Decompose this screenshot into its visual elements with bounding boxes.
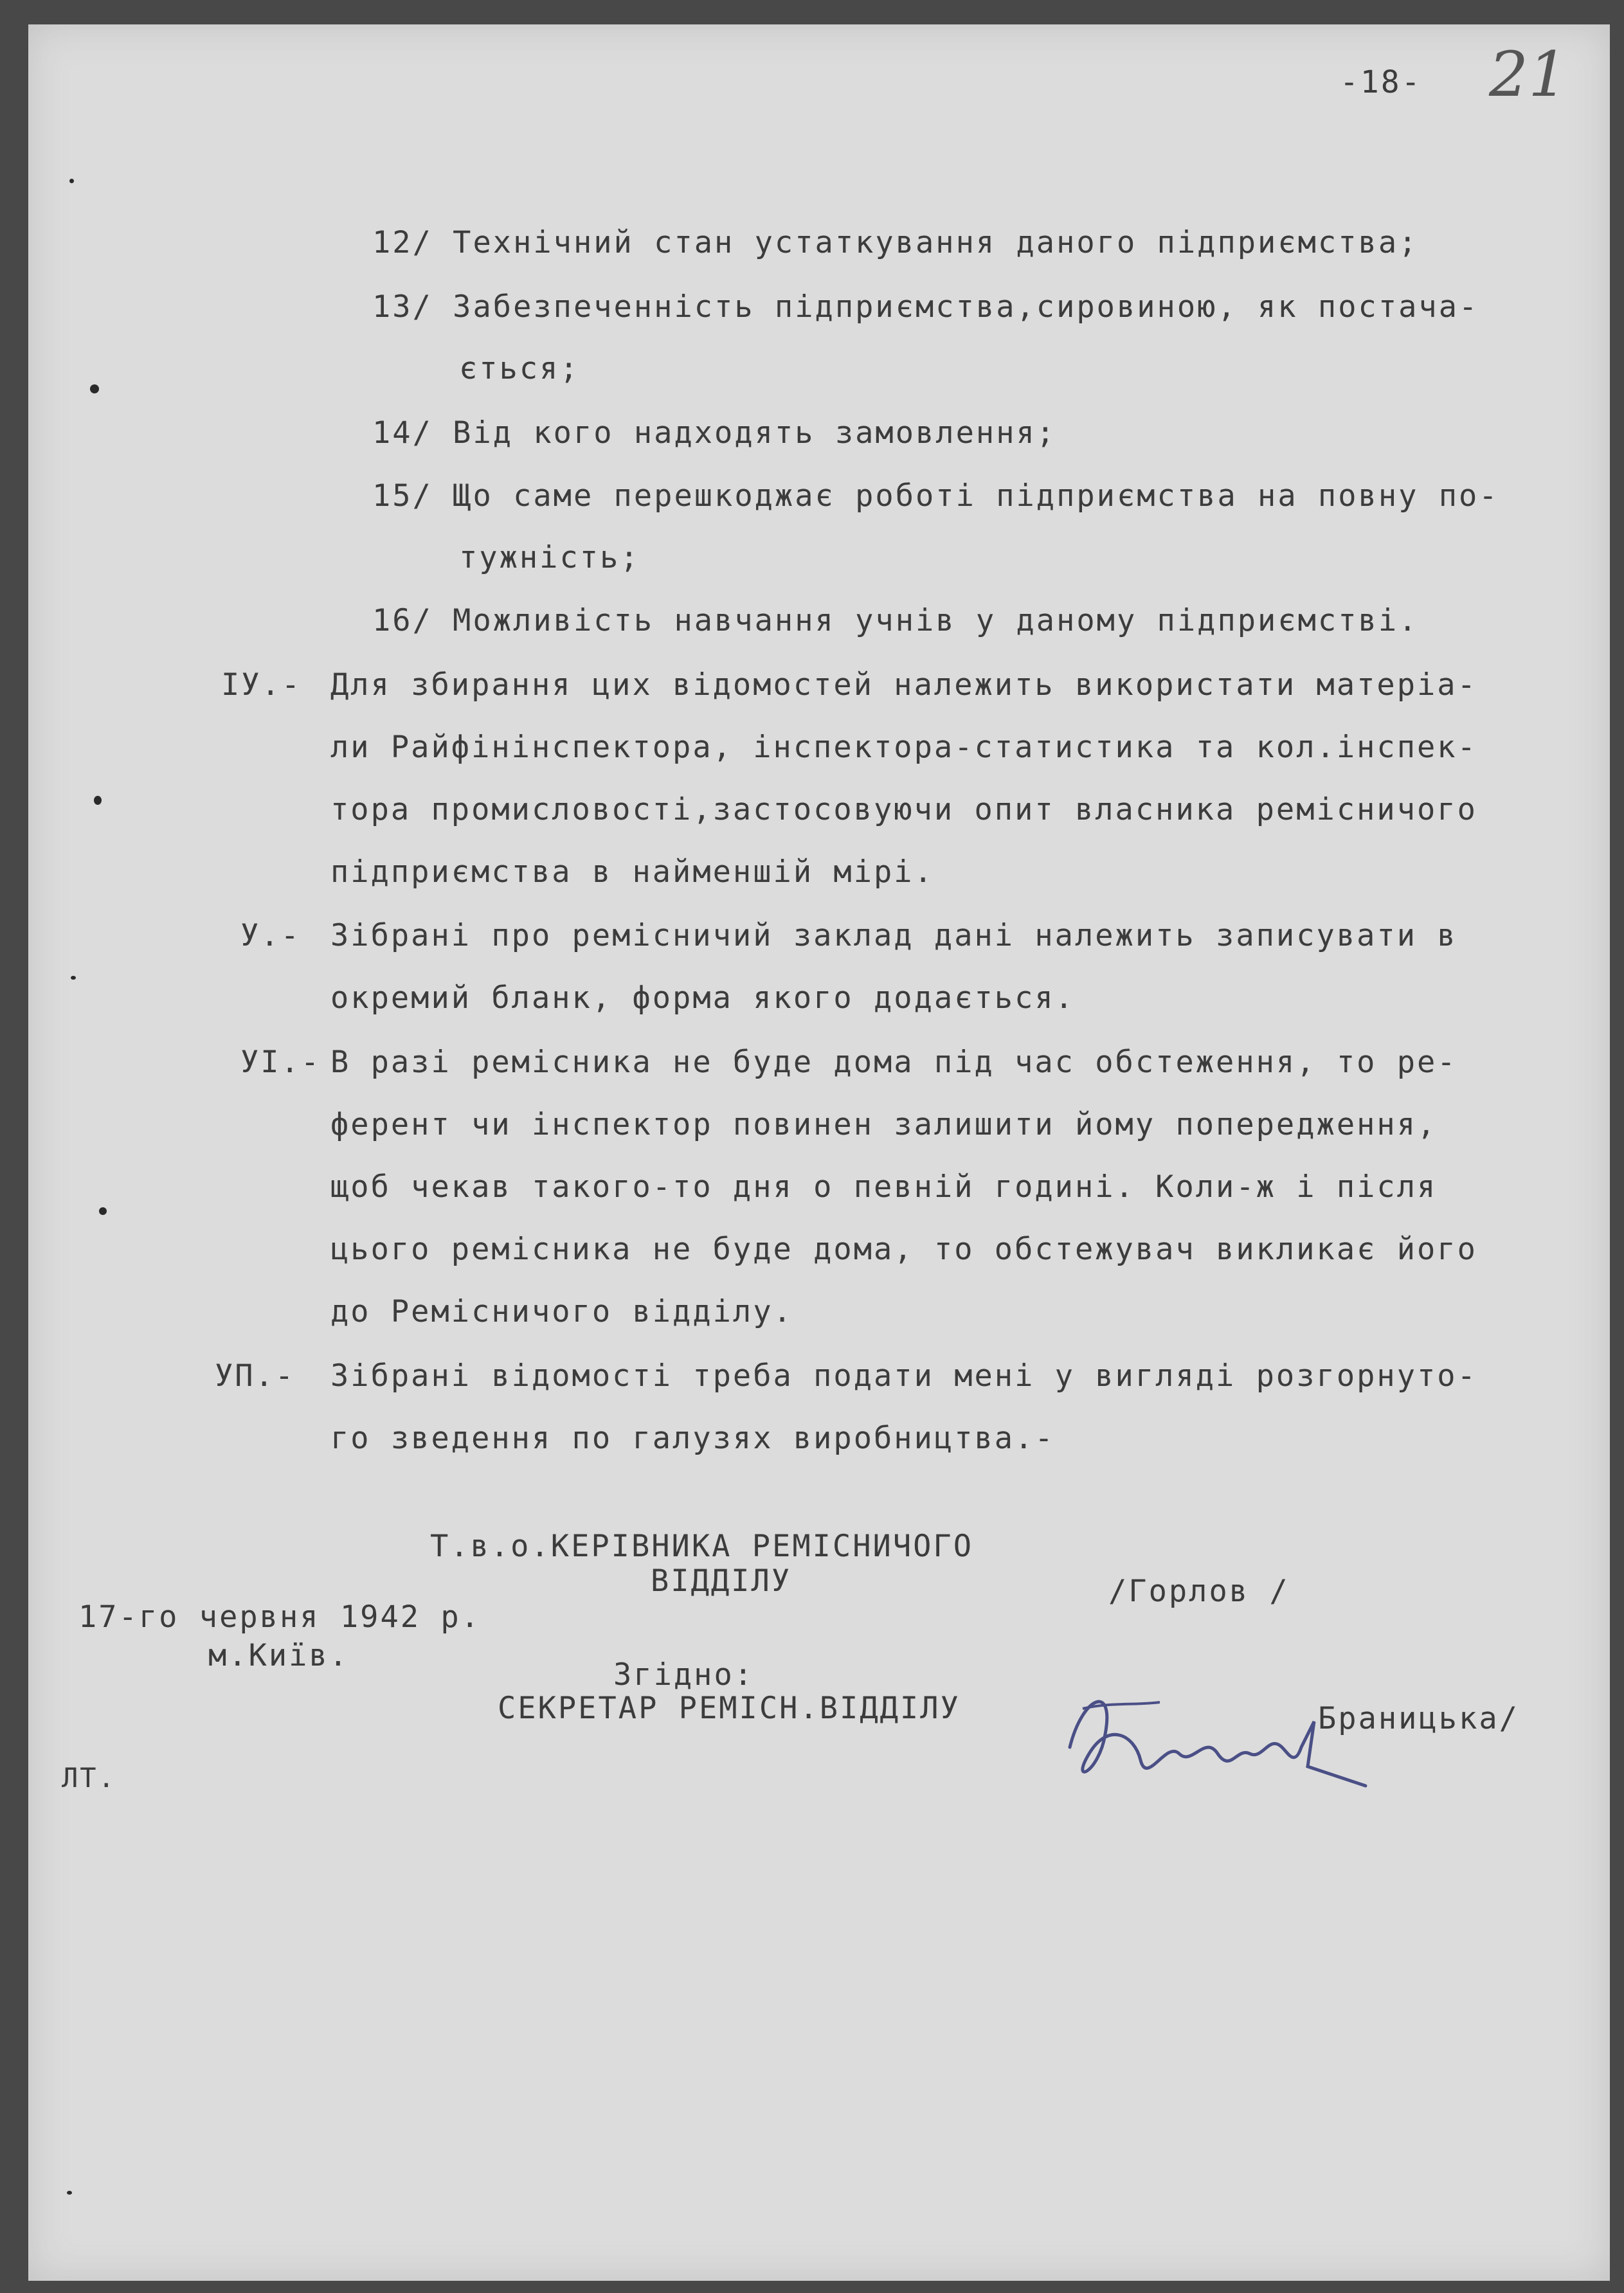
item-12: 12/ Технічний стан устаткування даного підприємства;: [372, 225, 1419, 260]
item-13-cont: ється;: [459, 351, 580, 386]
paper-speck: [71, 976, 76, 980]
document-page: [28, 24, 1610, 2281]
typist-initials: ЛТ.: [62, 1762, 116, 1794]
paper-speck: [94, 796, 102, 805]
section-6-line: до Ремісничого відділу.: [330, 1294, 793, 1329]
section-5-line: окремий бланк, форма якого додається.: [330, 980, 1075, 1016]
section-4-line: ли Райфінінспектора, інспектора-статистика та кол.інспек-: [330, 730, 1477, 765]
section-4-line: Для збирання цих відомостей належить використати матеріа-: [330, 667, 1477, 703]
paper-speck: [99, 1207, 107, 1215]
section-5-label: У.-: [240, 918, 301, 953]
paper-speck: [67, 2191, 72, 2195]
section-7-label: УП.-: [215, 1358, 296, 1394]
item-13: 13/ Забезпеченність підприємства,сировиною, як постача-: [372, 289, 1479, 325]
section-7-line: Зібрані відомості треба подати мені у вигляді розгорнуто-: [330, 1358, 1477, 1394]
document-date: 17-го червня 1942 р.: [78, 1599, 481, 1635]
signatory-title: Т.в.о.КЕРІВНИКА РЕМІСНИЧОГО: [430, 1529, 974, 1564]
secretary-name: Браницька/: [1318, 1701, 1519, 1736]
paper-speck: [69, 179, 74, 183]
section-7-line: го зведення по галузях виробництва.-: [330, 1421, 1055, 1456]
handwritten-signature: [1044, 1657, 1378, 1812]
item-15: 15/ Що саме перешкоджає роботі підприємства на повну по-: [372, 478, 1499, 514]
section-6-line: цього ремісника не буде дома, то обстежувач викликає його: [330, 1232, 1477, 1267]
section-6-label: УІ.-: [240, 1045, 321, 1080]
item-16: 16/ Можливість навчання учнів у даному підприємстві.: [372, 603, 1419, 638]
section-4-line: підприємства в найменшій мірі.: [330, 854, 934, 890]
section-6-line: В разі ремісника не буде дома під час обстеження, то ре-: [330, 1045, 1457, 1080]
paper-speck: [90, 384, 99, 393]
item-15-cont: тужність;: [459, 540, 640, 575]
signatory-name: /Горлов /: [1108, 1574, 1290, 1609]
signatory-title-cont: ВІДДІЛУ: [651, 1563, 792, 1599]
section-4-line: тора промисловості,застосовуючи опит власника ремісничого: [330, 792, 1477, 827]
section-6-line: ферент чи інспектор повинен залишити йому попередження,: [330, 1107, 1438, 1142]
agreed-label: Згідно:: [613, 1657, 755, 1693]
document-city: м.Київ.: [208, 1638, 350, 1673]
section-6-line: щоб чекав такого-то дня о певній годині. Коли-ж і після: [330, 1169, 1438, 1205]
secretary-title: СЕКРЕТАР РЕМІСН.ВІДДІЛУ: [498, 1691, 961, 1726]
page-number-handwritten: 21: [1489, 39, 1568, 111]
item-14: 14/ Від кого надходять замовлення;: [372, 415, 1057, 451]
page-number-typed: -18-: [1340, 64, 1422, 100]
section-5-line: Зібрані про ремісничий заклад дані належить записувати в: [330, 918, 1457, 953]
section-4-label: ІУ.-: [221, 667, 302, 703]
